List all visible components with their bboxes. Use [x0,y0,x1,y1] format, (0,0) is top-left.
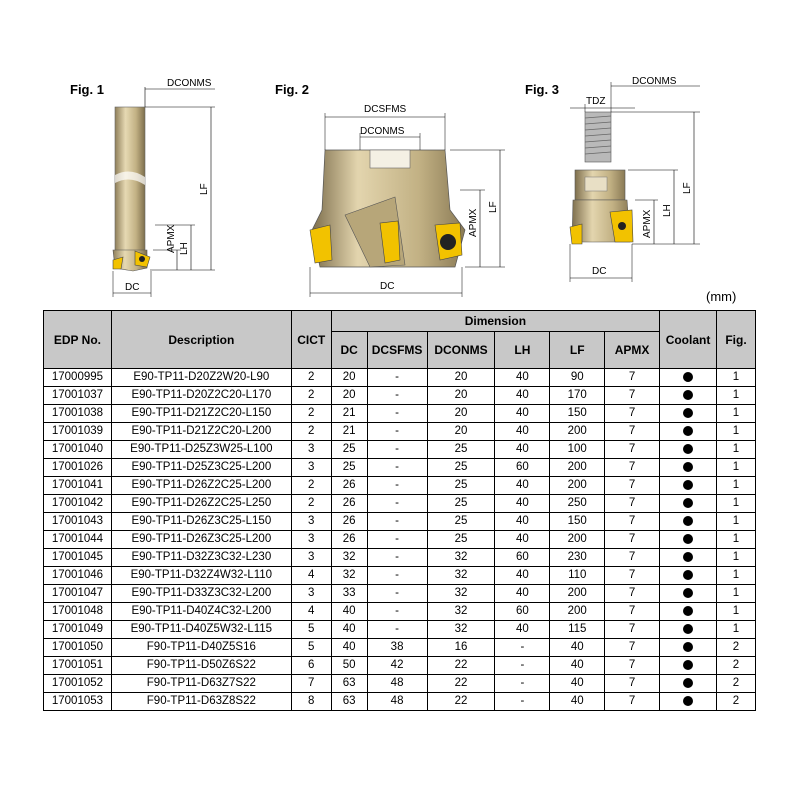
cell-dc: 20 [331,369,367,387]
cell-edp: 17001039 [44,423,112,441]
cell-dc: 26 [331,513,367,531]
cell-fig: 1 [717,423,756,441]
cell-lh: - [495,639,550,657]
cell-lh: - [495,675,550,693]
cell-fig: 1 [717,369,756,387]
cell-dconms: 20 [427,423,495,441]
cell-fig: 2 [717,657,756,675]
cell-dcsfms: - [367,513,427,531]
cell-dc: 20 [331,387,367,405]
cell-apmx: 7 [605,585,660,603]
cell-dc: 21 [331,423,367,441]
cell-edp: 17001050 [44,639,112,657]
cell-desc: E90-TP11-D32Z4W32-L110 [111,567,291,585]
cell-dconms: 32 [427,603,495,621]
cell-fig: 1 [717,549,756,567]
cell-cict: 3 [291,459,331,477]
cell-cict: 5 [291,621,331,639]
col-header-description: Description [111,311,291,369]
cell-dc: 40 [331,603,367,621]
spec-table-body [44,369,756,711]
fig3-modular-drawing [560,72,705,287]
cell-apmx: 7 [605,423,660,441]
cell-fig: 1 [717,531,756,549]
cell-dconms: 25 [427,495,495,513]
cell-apmx: 7 [605,603,660,621]
cell-lh: 40 [495,531,550,549]
coolant-cell [660,621,717,639]
fig2-dim-dcsfms: DCSFMS [364,104,407,115]
coolant-cell [660,495,717,513]
cell-lh: 40 [495,441,550,459]
cell-apmx: 7 [605,621,660,639]
cell-desc: E90-TP11-D26Z3C25-L200 [111,531,291,549]
cell-dcsfms: 48 [367,693,427,711]
coolant-dot-icon [683,642,693,652]
cell-dc: 32 [331,549,367,567]
fig2-dim-lf: LF [488,201,499,213]
cell-desc: F90-TP11-D63Z7S22 [111,675,291,693]
table-row [44,423,756,441]
cell-fig: 1 [717,621,756,639]
cell-edp: 17001040 [44,441,112,459]
cell-edp: 17001038 [44,405,112,423]
col-header-dconms: DCONMS [427,332,495,369]
cell-cict: 4 [291,603,331,621]
cell-dconms: 20 [427,369,495,387]
cell-lf: 200 [550,531,605,549]
coolant-cell [660,639,717,657]
cell-dcsfms: - [367,621,427,639]
cell-lh: 40 [495,513,550,531]
cell-fig: 1 [717,585,756,603]
cell-cict: 2 [291,477,331,495]
cell-fig: 1 [717,459,756,477]
cell-dconms: 32 [427,567,495,585]
cell-lf: 115 [550,621,605,639]
col-header-edp: EDP No. [44,311,112,369]
coolant-cell [660,387,717,405]
cell-dconms: 22 [427,675,495,693]
cell-lh: - [495,693,550,711]
cell-edp: 17001048 [44,603,112,621]
cell-lh: 40 [495,585,550,603]
cell-desc: F90-TP11-D50Z6S22 [111,657,291,675]
coolant-dot-icon [683,534,693,544]
cell-edp: 17001047 [44,585,112,603]
cell-lh: 60 [495,459,550,477]
cell-dconms: 32 [427,621,495,639]
table-row [44,693,756,711]
coolant-dot-icon [683,660,693,670]
cell-dconms: 32 [427,549,495,567]
cell-fig: 1 [717,567,756,585]
coolant-dot-icon [683,480,693,490]
coolant-cell [660,405,717,423]
cell-lf: 40 [550,675,605,693]
cell-lh: - [495,657,550,675]
cell-lf: 100 [550,441,605,459]
cell-cict: 7 [291,675,331,693]
col-header-dcsfms: DCSFMS [367,332,427,369]
coolant-dot-icon [683,606,693,616]
cell-dcsfms: - [367,603,427,621]
cell-edp: 17001049 [44,621,112,639]
cell-desc: E90-TP11-D26Z3C25-L150 [111,513,291,531]
cell-lf: 230 [550,549,605,567]
cell-cict: 3 [291,513,331,531]
coolant-dot-icon [683,426,693,436]
cell-fig: 2 [717,693,756,711]
cell-dconms: 20 [427,387,495,405]
cell-edp: 17001052 [44,675,112,693]
cell-lh: 40 [495,369,550,387]
cell-edp: 17001026 [44,459,112,477]
coolant-cell [660,603,717,621]
spec-table [43,310,756,711]
cell-cict: 2 [291,405,331,423]
cell-dconms: 25 [427,441,495,459]
coolant-cell [660,567,717,585]
fig2-dim-dc: DC [380,281,395,292]
cell-apmx: 7 [605,369,660,387]
cell-apmx: 7 [605,387,660,405]
table-row [44,459,756,477]
table-row [44,441,756,459]
coolant-dot-icon [683,444,693,454]
cell-apmx: 7 [605,513,660,531]
coolant-cell [660,531,717,549]
cell-desc: E90-TP11-D32Z3C32-L230 [111,549,291,567]
cell-desc: E90-TP11-D25Z3C25-L200 [111,459,291,477]
cell-desc: F90-TP11-D40Z5S16 [111,639,291,657]
coolant-dot-icon [683,696,693,706]
cell-apmx: 7 [605,639,660,657]
cell-dc: 26 [331,531,367,549]
cell-apmx: 7 [605,567,660,585]
cell-desc: E90-TP11-D33Z3C32-L200 [111,585,291,603]
cell-desc: E90-TP11-D26Z2C25-L250 [111,495,291,513]
coolant-dot-icon [683,552,693,562]
cell-apmx: 7 [605,495,660,513]
cell-lh: 40 [495,423,550,441]
table-row [44,405,756,423]
unit-label: (mm) [706,289,737,304]
cell-edp: 17001037 [44,387,112,405]
cell-fig: 1 [717,495,756,513]
cell-lh: 40 [495,495,550,513]
cell-fig: 1 [717,603,756,621]
cell-dc: 25 [331,441,367,459]
coolant-dot-icon [683,462,693,472]
fig1-dim-dc: DC [125,282,140,293]
table-row [44,477,756,495]
fig2-facemill-drawing [300,95,515,300]
cell-dc: 33 [331,585,367,603]
cell-lf: 40 [550,657,605,675]
cell-lf: 200 [550,477,605,495]
cell-lf: 150 [550,405,605,423]
col-header-apmx: APMX [605,332,660,369]
cell-cict: 2 [291,387,331,405]
cell-apmx: 7 [605,459,660,477]
cell-fig: 2 [717,675,756,693]
cell-edp: 17001041 [44,477,112,495]
fig1-dim-lf: LF [199,183,210,195]
cell-apmx: 7 [605,549,660,567]
cell-dcsfms: - [367,549,427,567]
cell-lf: 90 [550,369,605,387]
fig3-dim-dconms: DCONMS [632,76,677,87]
cell-cict: 3 [291,531,331,549]
cell-edp: 17000995 [44,369,112,387]
table-row [44,639,756,657]
table-row [44,531,756,549]
table-row [44,549,756,567]
cell-apmx: 7 [605,693,660,711]
table-row [44,567,756,585]
table-row [44,585,756,603]
cell-cict: 3 [291,585,331,603]
table-row [44,621,756,639]
cell-desc: E90-TP11-D20Z2C20-L170 [111,387,291,405]
cell-apmx: 7 [605,477,660,495]
cell-dc: 32 [331,567,367,585]
coolant-cell [660,459,717,477]
cell-lh: 40 [495,477,550,495]
cell-lh: 40 [495,567,550,585]
col-header-fig: Fig. [717,311,756,369]
cell-dconms: 25 [427,459,495,477]
cell-dcsfms: 48 [367,675,427,693]
cell-dconms: 32 [427,585,495,603]
fig3-dim-tdz: TDZ [586,96,606,107]
cell-cict: 2 [291,423,331,441]
cell-lh: 40 [495,405,550,423]
coolant-dot-icon [683,570,693,580]
cell-apmx: 7 [605,405,660,423]
cell-fig: 1 [717,405,756,423]
cell-lf: 40 [550,639,605,657]
coolant-dot-icon [683,498,693,508]
cell-dcsfms: - [367,423,427,441]
cell-dcsfms: - [367,369,427,387]
cell-cict: 2 [291,495,331,513]
cell-lf: 200 [550,423,605,441]
cell-lf: 200 [550,585,605,603]
cell-dc: 26 [331,477,367,495]
cell-dconms: 22 [427,657,495,675]
cell-desc: E90-TP11-D21Z2C20-L150 [111,405,291,423]
fig3-dim-apmx: APMX [642,209,653,238]
cell-fig: 1 [717,441,756,459]
fig1-endmill-drawing [95,75,225,300]
cell-desc: E90-TP11-D20Z2W20-L90 [111,369,291,387]
cell-edp: 17001043 [44,513,112,531]
cell-dconms: 25 [427,477,495,495]
cell-lf: 200 [550,459,605,477]
cell-apmx: 7 [605,531,660,549]
cell-dcsfms: - [367,585,427,603]
cell-dcsfms: 42 [367,657,427,675]
cell-dcsfms: - [367,495,427,513]
cell-dconms: 20 [427,405,495,423]
cell-cict: 3 [291,549,331,567]
cell-lf: 250 [550,495,605,513]
cell-edp: 17001042 [44,495,112,513]
coolant-dot-icon [683,516,693,526]
cell-lf: 200 [550,603,605,621]
cell-dc: 63 [331,693,367,711]
cell-desc: E90-TP11-D40Z4C32-L200 [111,603,291,621]
fig1-dim-apmx: APMX [166,224,177,253]
col-header-coolant: Coolant [660,311,717,369]
coolant-cell [660,549,717,567]
cell-cict: 6 [291,657,331,675]
cell-dcsfms: - [367,441,427,459]
cell-lh: 40 [495,621,550,639]
cell-cict: 8 [291,693,331,711]
cell-dcsfms: - [367,477,427,495]
cell-cict: 3 [291,441,331,459]
table-row [44,369,756,387]
cell-dc: 21 [331,405,367,423]
cell-apmx: 7 [605,441,660,459]
cell-dc: 40 [331,639,367,657]
cell-desc: F90-TP11-D63Z8S22 [111,693,291,711]
col-header-lh: LH [495,332,550,369]
cell-apmx: 7 [605,675,660,693]
fig1-dim-lh: LH [179,242,190,255]
coolant-cell [660,441,717,459]
cell-edp: 17001045 [44,549,112,567]
col-header-dc: DC [331,332,367,369]
cell-lf: 110 [550,567,605,585]
fig2-dim-apmx: APMX [468,208,479,237]
coolant-dot-icon [683,678,693,688]
cell-dcsfms: - [367,531,427,549]
col-header-dimension: Dimension [331,311,659,332]
coolant-cell [660,423,717,441]
cell-dcsfms: - [367,567,427,585]
coolant-dot-icon [683,624,693,634]
cell-edp: 17001044 [44,531,112,549]
cell-dcsfms: - [367,405,427,423]
cell-lh: 60 [495,549,550,567]
cell-dconms: 16 [427,639,495,657]
cell-desc: E90-TP11-D25Z3W25-L100 [111,441,291,459]
cell-dcsfms: - [367,387,427,405]
table-row [44,657,756,675]
cell-desc: E90-TP11-D40Z5W32-L115 [111,621,291,639]
table-row [44,675,756,693]
cell-edp: 17001053 [44,693,112,711]
fig1-label: Fig. 1 [70,82,104,97]
cell-lf: 150 [550,513,605,531]
coolant-cell [660,369,717,387]
fig3-dim-lh: LH [662,204,673,217]
coolant-cell [660,675,717,693]
table-row [44,495,756,513]
cell-dconms: 25 [427,531,495,549]
cell-dc: 63 [331,675,367,693]
col-header-lf: LF [550,332,605,369]
cell-fig: 1 [717,387,756,405]
cell-cict: 2 [291,369,331,387]
cell-dconms: 22 [427,693,495,711]
fig2-label: Fig. 2 [275,82,309,97]
cell-dcsfms: 38 [367,639,427,657]
cell-apmx: 7 [605,657,660,675]
cell-lf: 170 [550,387,605,405]
cell-lf: 40 [550,693,605,711]
cell-cict: 5 [291,639,331,657]
col-header-cict: CICT [291,311,331,369]
cell-fig: 2 [717,639,756,657]
fig3-dim-lf: LF [682,182,693,194]
cell-desc: E90-TP11-D21Z2C20-L200 [111,423,291,441]
fig3-label: Fig. 3 [525,82,559,97]
table-row [44,387,756,405]
table-row [44,513,756,531]
coolant-cell [660,585,717,603]
cell-desc: E90-TP11-D26Z2C25-L200 [111,477,291,495]
cell-edp: 17001046 [44,567,112,585]
fig2-dim-dconms: DCONMS [360,126,405,137]
cell-fig: 1 [717,513,756,531]
fig1-dim-dconms: DCONMS [167,78,212,89]
fig3-dim-dc: DC [592,266,607,277]
cell-fig: 1 [717,477,756,495]
cell-edp: 17001051 [44,657,112,675]
coolant-dot-icon [683,408,693,418]
cell-cict: 4 [291,567,331,585]
cell-dc: 50 [331,657,367,675]
cell-dc: 40 [331,621,367,639]
cell-dconms: 25 [427,513,495,531]
coolant-cell [660,477,717,495]
coolant-dot-icon [683,588,693,598]
cell-dcsfms: - [367,459,427,477]
coolant-dot-icon [683,372,693,382]
cell-lh: 60 [495,603,550,621]
table-row [44,603,756,621]
coolant-cell [660,657,717,675]
cell-lh: 40 [495,387,550,405]
coolant-dot-icon [683,390,693,400]
coolant-cell [660,513,717,531]
cell-dc: 25 [331,459,367,477]
coolant-cell [660,693,717,711]
cell-dc: 26 [331,495,367,513]
